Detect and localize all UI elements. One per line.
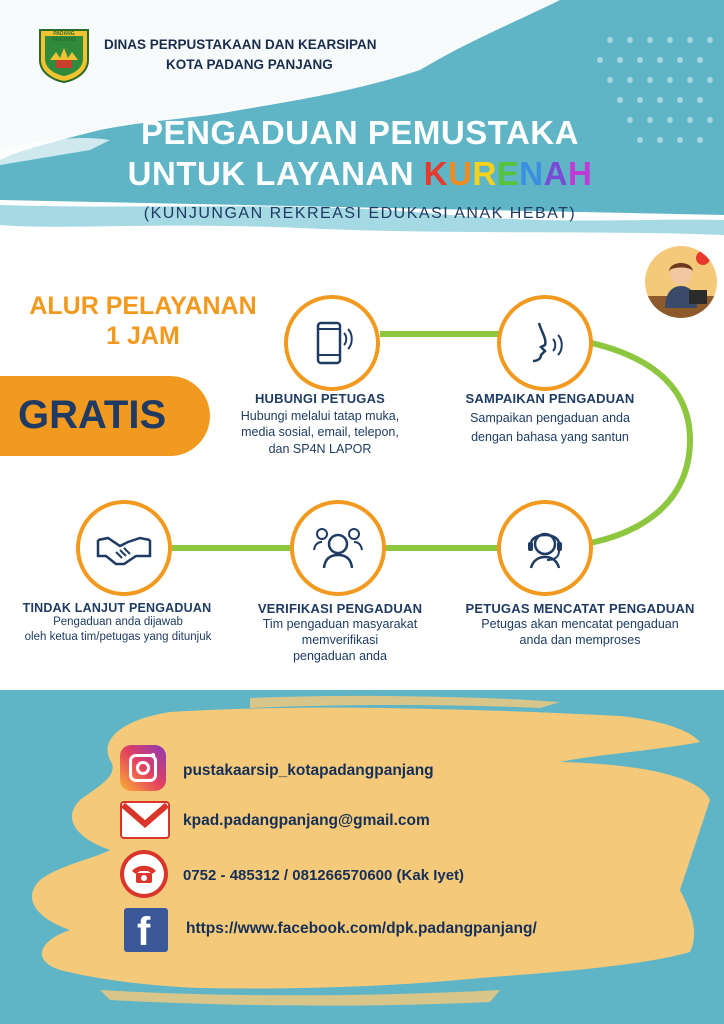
handshake-icon [94, 528, 154, 568]
phone-icon [120, 850, 168, 898]
page-title-line1: PENGADUAN PEMUSTAKA [141, 114, 579, 151]
step-4-title: VERIFIKASI PENGADUAN [257, 601, 423, 616]
step-1-desc-line1: Hubungi melalui tatap muka, [240, 409, 400, 423]
gratis-label: GRATIS [18, 393, 167, 437]
phone-number[interactable]: 0752 - 485312 / 081266570600 (Kak Iyet) [183, 867, 465, 884]
brand-letter: E [496, 155, 520, 192]
facebook-icon: f [124, 908, 168, 952]
step-2-desc-line2: dengan bahasa yang santun [471, 430, 629, 444]
step-5-circle [76, 500, 172, 596]
email-icon [120, 800, 170, 840]
brand-letter: R [472, 155, 497, 192]
facebook-url[interactable]: https://www.facebook.com/dpk.padangpanjang/ [186, 920, 537, 937]
step-4-circle [290, 500, 386, 596]
brand-letter: K [423, 155, 449, 192]
brand-letter: N [519, 155, 544, 192]
page-subtitle: (KUNJUNGAN REKREASI EDUKASI ANAK HEBAT) [143, 205, 577, 222]
step-3-circle [497, 500, 593, 596]
speaking-face-icon [519, 317, 571, 369]
instagram-handle[interactable]: pustakaarsip_kotapadangpanjang [183, 762, 434, 779]
alur-pelayanan-line2: 1 JAM [106, 322, 180, 350]
org-name-line1: DINAS PERPUSTAKAAN DAN KEARSIPAN [104, 37, 377, 52]
title-prefix: UNTUK LAYANAN [127, 155, 424, 192]
step-4-desc-line2: memverifikasi [301, 633, 379, 647]
step-1-title: HUBUNGI PETUGAS [254, 391, 386, 406]
step-5-desc-line1: Pengaduan anda dijawab [53, 616, 183, 628]
step-2-title: SAMPAIKAN PENGADUAN [465, 391, 635, 406]
page-title-line2 [90, 155, 630, 193]
email-address[interactable]: kpad.padangpanjang@gmail.com [183, 812, 430, 829]
group-users-icon [310, 522, 366, 574]
logo-label: PADANG PANJANG [51, 31, 77, 43]
brand-kurenah [424, 155, 593, 193]
step-4-desc-line1: Tim pengaduan masyarakat [262, 617, 418, 631]
step-5-desc-line2: oleh ketua tim/petugas yang ditunjuk [24, 631, 212, 643]
instagram-icon [120, 745, 166, 791]
step-5-title: TINDAK LANJUT PENGADUAN [22, 601, 212, 615]
step-3-title: PETUGAS MENCATAT PENGADUAN [465, 601, 695, 616]
smartphone-icon [306, 317, 358, 369]
city-logo [36, 24, 92, 84]
brand-letter: U [448, 155, 473, 192]
step-1-desc-line3: dan SP4N LAPOR [268, 442, 372, 456]
step-3-desc-line1: Petugas akan mencatat pengaduan [481, 617, 679, 631]
alur-pelayanan-line1: ALUR PELAYANAN [29, 292, 257, 320]
org-name-line2: KOTA PADANG PANJANG [166, 57, 333, 72]
step-2-desc-line1: Sampaikan pengaduan anda [470, 411, 630, 425]
step-1-circle [284, 295, 380, 391]
headset-agent-icon [519, 522, 571, 574]
step-2-circle [497, 295, 593, 391]
brand-letter: A [543, 155, 568, 192]
step-3-desc-line2: anda dan memproses [519, 633, 641, 647]
step-1-desc-line2: media sosial, email, telepon, [241, 425, 399, 439]
step-4-desc-line3: pengaduan anda [293, 649, 387, 663]
brand-letter: H [567, 155, 593, 192]
cream-brush-stroke [0, 690, 724, 1024]
